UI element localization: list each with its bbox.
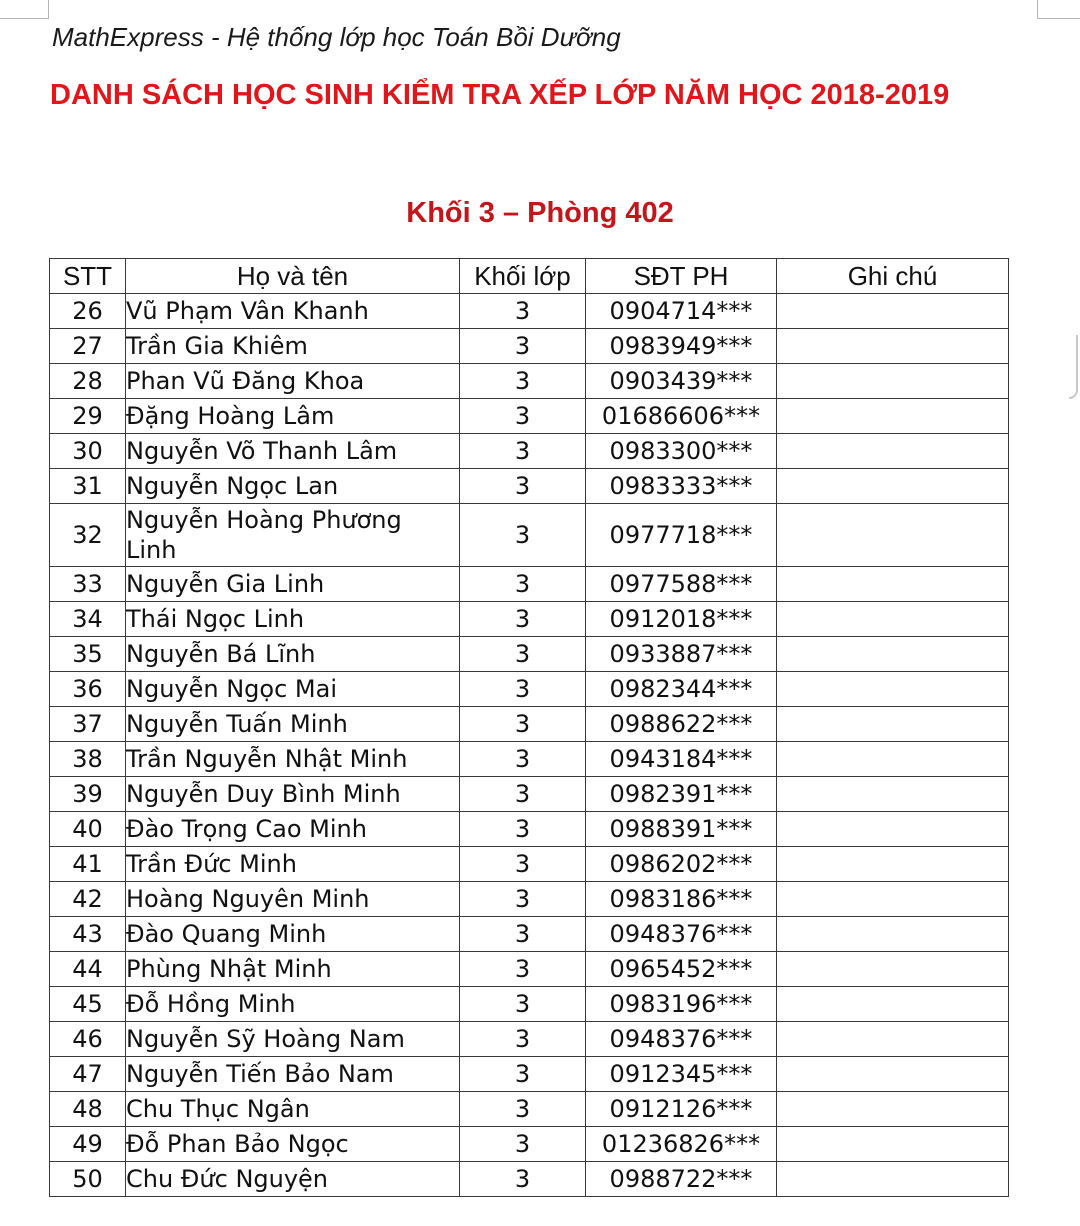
cell-name: Nguyễn Sỹ Hoàng Nam: [126, 1022, 460, 1057]
student-roster-table: [49, 258, 1009, 1197]
cell-note: [777, 1022, 1009, 1057]
table-row: [50, 882, 1009, 917]
cell-grade: 3: [460, 602, 586, 637]
cell-grade: 3: [460, 707, 586, 742]
cell-name: Trần Nguyễn Nhật Minh: [126, 742, 460, 777]
cell-name: Nguyễn Gia Linh: [126, 567, 460, 602]
cell-name: Nguyễn Bá Lĩnh: [126, 637, 460, 672]
cell-note: [777, 567, 1009, 602]
cell-note: [777, 777, 1009, 812]
cell-grade: 3: [460, 504, 586, 567]
page-corner-mark-left: [0, 0, 49, 19]
cell-grade: 3: [460, 882, 586, 917]
cell-stt: 38: [50, 742, 126, 777]
cell-stt: 40: [50, 812, 126, 847]
table-row: [50, 917, 1009, 952]
column-header-grade: Khối lớp: [460, 259, 586, 294]
cell-stt: 31: [50, 469, 126, 504]
table-row: [50, 1162, 1009, 1197]
cell-name: Chu Đức Nguyện: [126, 1162, 460, 1197]
cell-grade: 3: [460, 952, 586, 987]
cell-name: Phan Vũ Đăng Khoa: [126, 364, 460, 399]
table-row: [50, 602, 1009, 637]
cell-phone: 0982391***: [586, 777, 777, 812]
cell-phone: 0948376***: [586, 917, 777, 952]
cell-phone: 0912345***: [586, 1057, 777, 1092]
cell-grade: 3: [460, 777, 586, 812]
cell-note: [777, 987, 1009, 1022]
cell-note: [777, 952, 1009, 987]
cell-name: Phùng Nhật Minh: [126, 952, 460, 987]
cell-grade: 3: [460, 399, 586, 434]
cell-stt: 47: [50, 1057, 126, 1092]
table-body: [50, 294, 1009, 1197]
cell-stt: 41: [50, 847, 126, 882]
table-row: [50, 672, 1009, 707]
table-row: [50, 777, 1009, 812]
cell-phone: 0983300***: [586, 434, 777, 469]
table-row: [50, 1057, 1009, 1092]
cell-note: [777, 707, 1009, 742]
cell-note: [777, 434, 1009, 469]
cell-stt: 36: [50, 672, 126, 707]
cell-stt: 32: [50, 504, 126, 567]
table-row: [50, 329, 1009, 364]
cell-stt: 44: [50, 952, 126, 987]
cell-phone: 0977588***: [586, 567, 777, 602]
cell-phone: 01236826***: [586, 1127, 777, 1162]
table-row: [50, 567, 1009, 602]
table-row: [50, 742, 1009, 777]
page-corner-mark-right: [1037, 0, 1080, 19]
cell-grade: 3: [460, 1092, 586, 1127]
table-row: [50, 987, 1009, 1022]
cell-grade: 3: [460, 364, 586, 399]
table-row: [50, 504, 1009, 567]
cell-note: [777, 637, 1009, 672]
cell-phone: 0983186***: [586, 882, 777, 917]
cell-phone: 0933887***: [586, 637, 777, 672]
cell-note: [777, 917, 1009, 952]
cell-phone: 0904714***: [586, 294, 777, 329]
table-row: [50, 707, 1009, 742]
table-row: [50, 847, 1009, 882]
cell-note: [777, 812, 1009, 847]
table-row: [50, 364, 1009, 399]
cell-phone: 0903439***: [586, 364, 777, 399]
cell-stt: 30: [50, 434, 126, 469]
cell-note: [777, 1092, 1009, 1127]
cell-stt: 28: [50, 364, 126, 399]
cell-note: [777, 602, 1009, 637]
cell-phone: 0983333***: [586, 469, 777, 504]
table-row: [50, 469, 1009, 504]
cell-phone: 0982344***: [586, 672, 777, 707]
table-row: [50, 952, 1009, 987]
table-row: [50, 434, 1009, 469]
cell-phone: 0948376***: [586, 1022, 777, 1057]
cell-name: Nguyễn Tiến Bảo Nam: [126, 1057, 460, 1092]
cell-name: Thái Ngọc Linh: [126, 602, 460, 637]
cell-name: Chu Thục Ngân: [126, 1092, 460, 1127]
cell-phone: 0977718***: [586, 504, 777, 567]
cell-name: Trần Gia Khiêm: [126, 329, 460, 364]
cell-stt: 42: [50, 882, 126, 917]
cell-phone: 0988391***: [586, 812, 777, 847]
cell-grade: 3: [460, 1022, 586, 1057]
cell-grade: 3: [460, 637, 586, 672]
table-row: [50, 812, 1009, 847]
cell-note: [777, 294, 1009, 329]
scroll-indicator: [1069, 335, 1078, 399]
cell-phone: 0912126***: [586, 1092, 777, 1127]
cell-note: [777, 882, 1009, 917]
cell-note: [777, 329, 1009, 364]
cell-grade: 3: [460, 917, 586, 952]
cell-phone: 0912018***: [586, 602, 777, 637]
column-header-name: Họ và tên: [126, 259, 460, 294]
cell-stt: 43: [50, 917, 126, 952]
section-title: Khối 3 – Phòng 402: [406, 197, 674, 229]
cell-stt: 50: [50, 1162, 126, 1197]
cell-note: [777, 399, 1009, 434]
cell-grade: 3: [460, 469, 586, 504]
cell-name: Đào Quang Minh: [126, 917, 460, 952]
cell-grade: 3: [460, 567, 586, 602]
cell-note: [777, 504, 1009, 567]
cell-note: [777, 1127, 1009, 1162]
cell-note: [777, 469, 1009, 504]
cell-phone: 0965452***: [586, 952, 777, 987]
table-header-row: [50, 259, 1009, 294]
cell-note: [777, 364, 1009, 399]
table-row: [50, 637, 1009, 672]
cell-name: Nguyễn Duy Bình Minh: [126, 777, 460, 812]
cell-stt: 45: [50, 987, 126, 1022]
cell-stt: 26: [50, 294, 126, 329]
cell-note: [777, 1162, 1009, 1197]
cell-note: [777, 847, 1009, 882]
cell-stt: 46: [50, 1022, 126, 1057]
cell-stt: 35: [50, 637, 126, 672]
cell-grade: 3: [460, 434, 586, 469]
cell-name: Nguyễn Hoàng Phương Linh: [126, 504, 460, 567]
cell-phone: 0986202***: [586, 847, 777, 882]
table-row: [50, 1092, 1009, 1127]
cell-grade: 3: [460, 329, 586, 364]
table-row: [50, 1127, 1009, 1162]
cell-stt: 39: [50, 777, 126, 812]
cell-stt: 49: [50, 1127, 126, 1162]
page-title: DANH SÁCH HỌC SINH KIỂM TRA XẾP LỚP NĂM HỌC 2018-2019: [50, 79, 950, 111]
cell-phone: 0943184***: [586, 742, 777, 777]
column-header-stt: STT: [50, 259, 126, 294]
cell-phone: 0988622***: [586, 707, 777, 742]
cell-grade: 3: [460, 987, 586, 1022]
cell-phone: 01686606***: [586, 399, 777, 434]
cell-phone: 0983196***: [586, 987, 777, 1022]
cell-grade: 3: [460, 847, 586, 882]
cell-name: Nguyễn Võ Thanh Lâm: [126, 434, 460, 469]
cell-note: [777, 672, 1009, 707]
cell-name: Hoàng Nguyên Minh: [126, 882, 460, 917]
cell-grade: 3: [460, 1162, 586, 1197]
cell-name: Trần Đức Minh: [126, 847, 460, 882]
cell-grade: 3: [460, 294, 586, 329]
cell-stt: 34: [50, 602, 126, 637]
cell-grade: 3: [460, 1057, 586, 1092]
cell-stt: 27: [50, 329, 126, 364]
cell-grade: 3: [460, 1127, 586, 1162]
cell-name: Đỗ Hồng Minh: [126, 987, 460, 1022]
cell-phone: 0983949***: [586, 329, 777, 364]
cell-stt: 48: [50, 1092, 126, 1127]
cell-name: Đỗ Phan Bảo Ngọc: [126, 1127, 460, 1162]
cell-grade: 3: [460, 672, 586, 707]
cell-name: Đặng Hoàng Lâm: [126, 399, 460, 434]
organization-subtitle: MathExpress - Hệ thống lớp học Toán Bồi Dưỡng: [52, 22, 621, 52]
cell-note: [777, 742, 1009, 777]
column-header-phone: SĐT PH: [586, 259, 777, 294]
cell-stt: 37: [50, 707, 126, 742]
column-header-note: Ghi chú: [777, 259, 1009, 294]
cell-name: Nguyễn Ngọc Lan: [126, 469, 460, 504]
cell-stt: 33: [50, 567, 126, 602]
cell-name: Nguyễn Ngọc Mai: [126, 672, 460, 707]
cell-phone: 0988722***: [586, 1162, 777, 1197]
table-row: [50, 399, 1009, 434]
cell-note: [777, 1057, 1009, 1092]
table-row: [50, 294, 1009, 329]
cell-grade: 3: [460, 742, 586, 777]
cell-name: Nguyễn Tuấn Minh: [126, 707, 460, 742]
cell-name: Đào Trọng Cao Minh: [126, 812, 460, 847]
cell-stt: 29: [50, 399, 126, 434]
table-row: [50, 1022, 1009, 1057]
cell-name: Vũ Phạm Vân Khanh: [126, 294, 460, 329]
cell-grade: 3: [460, 812, 586, 847]
